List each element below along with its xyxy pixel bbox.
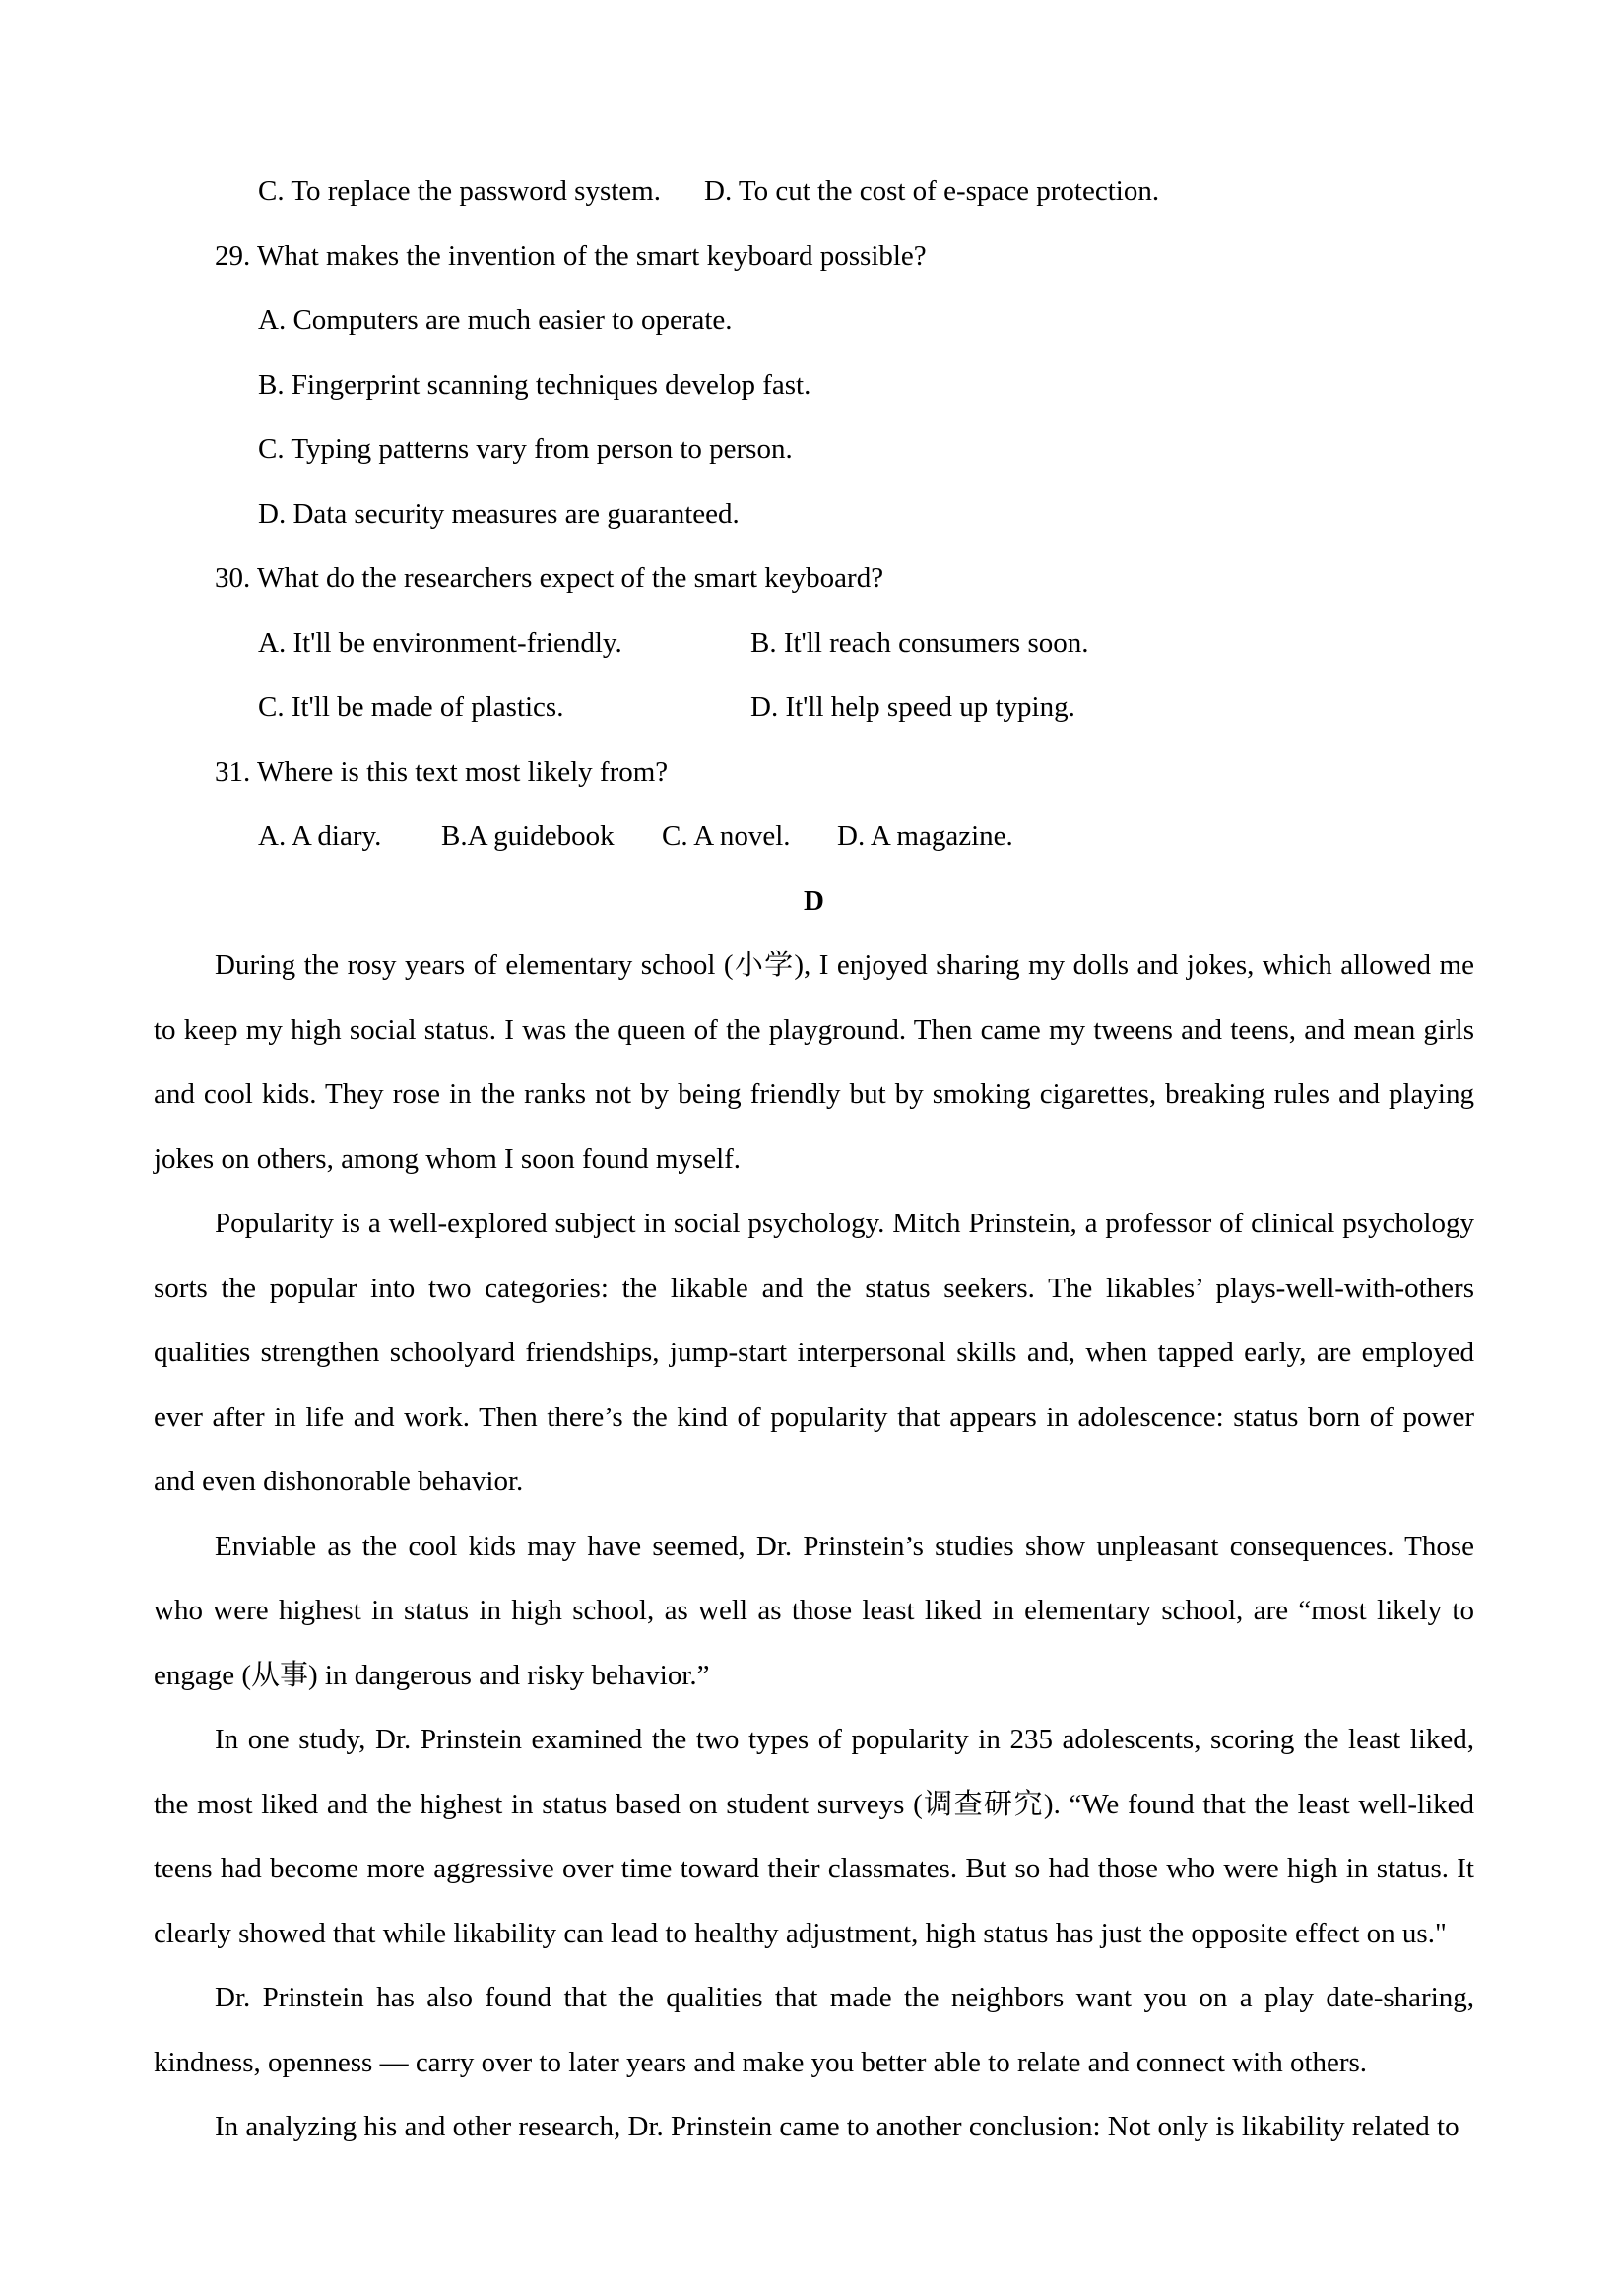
question-31-stem: 31. Where is this text most likely from? xyxy=(215,755,669,788)
passage-paragraph-2: Popularity is a well-explored subject in social psychology. Mitch Prinstein, a professor of clinical psychology sorts the popular into two categories: the likable and the status seekers. The likables’ plays-well-with-others qualities strengthen schoolyard friendships, jump-start interpersonal skills and, when tapped early, are employed ever after in life and work. Then there’s the kind of popularity that appears in adolescence: status born of power and even dishonorable behavior. xyxy=(154,1208,1474,1497)
question-31-option-b: B.A guidebook xyxy=(441,820,615,852)
passage-section-label: D xyxy=(804,885,824,917)
question-30-option-b: B. It'll reach consumers soon. xyxy=(750,626,1089,659)
question-31-option-d: D. A magazine. xyxy=(837,820,1013,852)
question-28-options-row xyxy=(154,160,1474,225)
question-30-options-row-1 xyxy=(154,612,1474,677)
passage-paragraph-1: During the rosy years of elementary school (小学), I enjoyed sharing my dolls and jokes, which allowed me to keep my high social status. I was the queen of the playground. Then came my tweens and teens, and mean girls and cool kids. They rose in the ranks not by being friendly but by smoking cigarettes, breaking rules and playing jokes on others, among whom I soon found myself. xyxy=(154,950,1474,1175)
question-29-option-b: B. Fingerprint scanning techniques develop fast. xyxy=(258,368,811,401)
question-31-options-row xyxy=(154,805,1474,870)
question-31-option-c: C. A novel. xyxy=(662,820,791,852)
question-30-stem: 30. What do the researchers expect of the smart keyboard? xyxy=(215,562,884,594)
question-28-option-c: C. To replace the password system. xyxy=(258,175,661,207)
question-28-option-d: D. To cut the cost of e-space protection. xyxy=(704,175,1160,207)
question-30-options-row-2 xyxy=(154,676,1474,741)
question-30-option-d: D. It'll help speed up typing. xyxy=(750,691,1075,723)
passage-paragraph-4: In one study, Dr. Prinstein examined the two types of popularity in 235 adolescents, scoring the least liked, the most liked and the highest in status based on student surveys (调查研究). “We found that the least well-liked teens had become more aggressive over time toward their classmates. But so had those who were high in status. It clearly showed that while likability can lead to healthy adjustment, high status has just the opposite effect on us." xyxy=(154,1724,1474,1949)
question-29-stem: 29. What makes the invention of the smart keyboard possible? xyxy=(215,239,927,272)
document-content xyxy=(154,160,1474,2160)
passage-paragraph-5: Dr. Prinstein has also found that the qualities that made the neighbors want you on a play date-sharing, kindness, openness — carry over to later years and make you better able to relate and connect with others. xyxy=(154,1982,1474,2078)
question-30-option-a: A. It'll be environment-friendly. xyxy=(258,626,622,659)
question-31-option-a: A. A diary. xyxy=(258,820,382,852)
passage-paragraph-6: In analyzing his and other research, Dr. Prinstein came to another conclusion: Not only is likability related to xyxy=(215,2111,1459,2142)
question-30-option-c: C. It'll be made of plastics. xyxy=(258,691,564,723)
question-29-option-a: A. Computers are much easier to operate. xyxy=(258,304,733,336)
question-29-option-c: C. Typing patterns vary from person to person. xyxy=(258,433,793,465)
question-29-option-d: D. Data security measures are guaranteed. xyxy=(258,497,740,530)
passage-paragraph-3: Enviable as the cool kids may have seemed, Dr. Prinstein’s studies show unpleasant consequences. Those who were highest in status in high school, as well as those least liked in elementary school, are “most likely to engage (从事) in dangerous and risky behavior.” xyxy=(154,1530,1474,1691)
